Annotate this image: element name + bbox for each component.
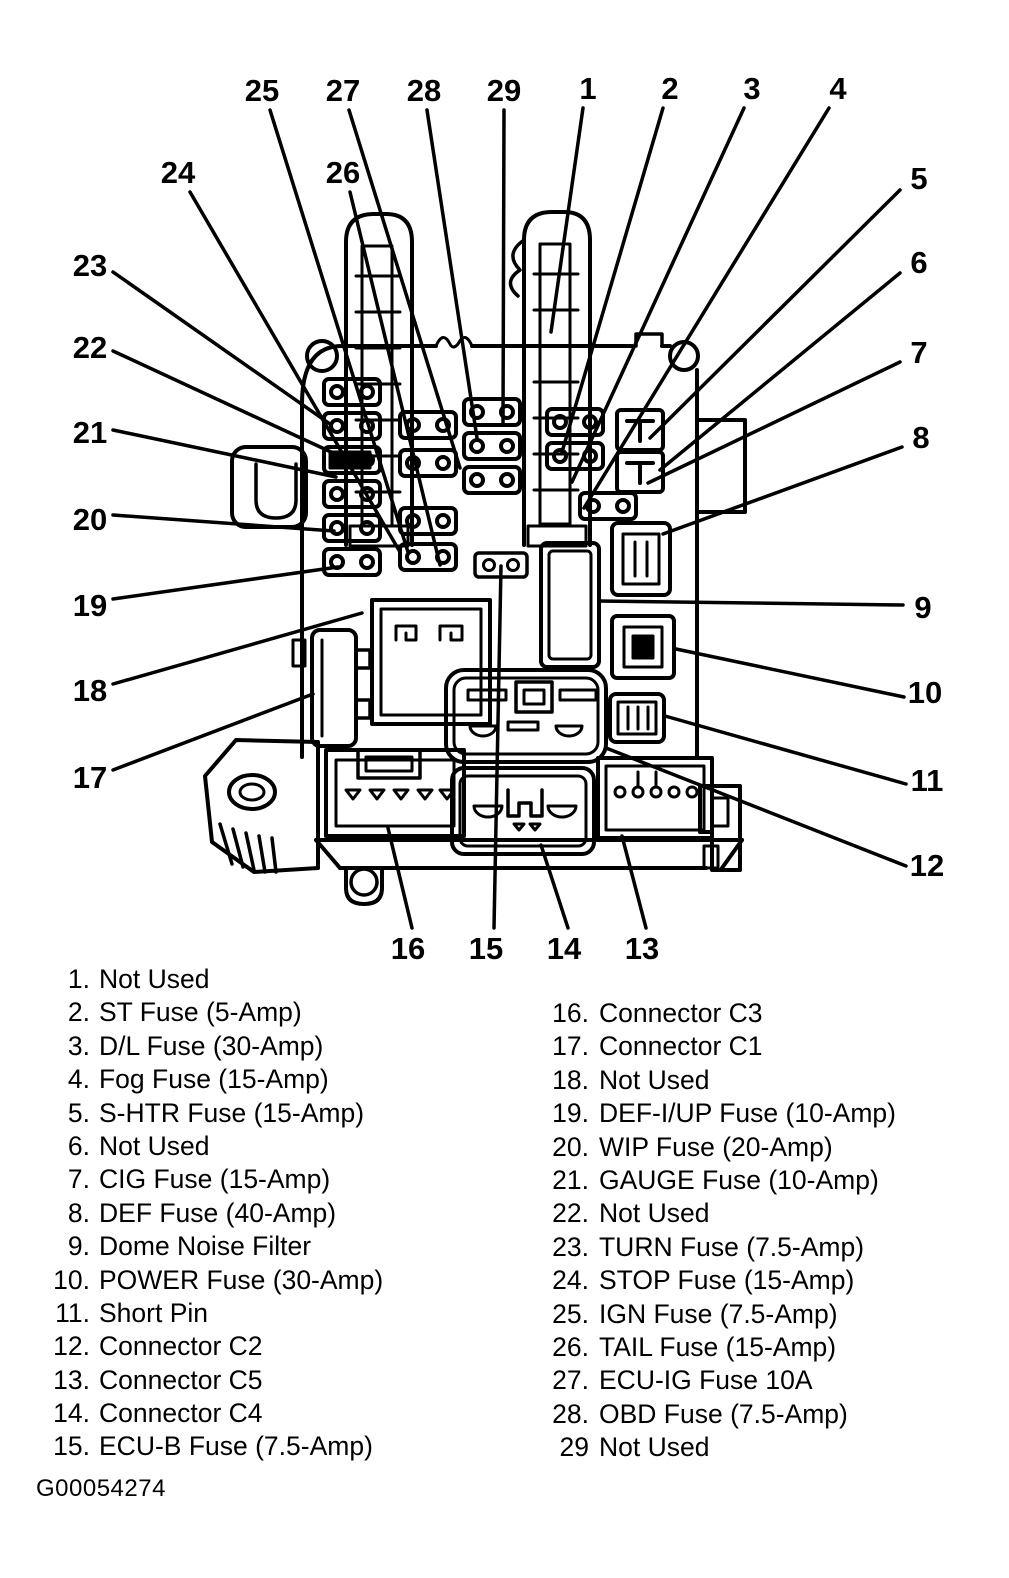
legend-item-label: Not Used (599, 1432, 710, 1463)
legend-item-label: CIG Fuse (15-Amp) (99, 1164, 331, 1195)
legend-item-label: Connector C1 (599, 1031, 763, 1062)
legend-item-number: 1. (67, 964, 90, 994)
legend-item-number: 23. (552, 1231, 589, 1262)
callout-28-label: 28 (406, 73, 442, 108)
callout-15-label: 15 (468, 931, 504, 960)
callout-9-label: 9 (914, 590, 932, 625)
callout-3-leader-line (572, 108, 744, 482)
callout-26-label: 26 (325, 155, 361, 190)
legend-item-label: D/L Fuse (30-Amp) (99, 1030, 324, 1061)
legend-item-number: 5. (67, 1097, 90, 1128)
callout-29-label: 29 (486, 73, 522, 108)
legend-item (543, 1131, 896, 1164)
legend-item (38, 1197, 383, 1230)
callout-3-label: 3 (743, 71, 761, 106)
callout-18-leader-line (113, 613, 362, 684)
legend-item-label: Not Used (599, 1064, 710, 1095)
legend-item-label: Not Used (99, 1130, 210, 1161)
callout-labels (73, 71, 944, 960)
legend-item (38, 1230, 383, 1263)
legend-item (543, 1064, 896, 1097)
fuse-box-illustration (205, 212, 745, 904)
callout-10-leader-line (676, 649, 904, 697)
callout-12-leader-line (606, 748, 906, 866)
figure-code: G00054274 (36, 1475, 166, 1502)
legend-item-number: 10. (53, 1264, 90, 1295)
callout-7-leader-line (648, 362, 900, 483)
legend-item-number: 6. (67, 1130, 90, 1161)
legend-item-number: 17. (552, 1031, 589, 1062)
callout-17-label: 17 (72, 760, 108, 795)
callout-8-label: 8 (912, 420, 930, 455)
callout-13-label: 13 (624, 931, 660, 960)
legend-item-number: 18. (552, 1064, 589, 1095)
legend-item-number: 15. (53, 1431, 90, 1462)
legend-item-number: 28. (552, 1398, 589, 1429)
legend-item-number: 26. (552, 1331, 589, 1362)
legend-item-label: TAIL Fuse (15-Amp) (599, 1331, 837, 1362)
callout-4-leader-line (584, 108, 829, 508)
legend-item-number: 13. (53, 1364, 90, 1395)
legend-item-number: 20. (552, 1131, 589, 1162)
legend-item-label: IGN Fuse (7.5-Amp) (599, 1298, 838, 1329)
legend-item-label: WIP Fuse (20-Amp) (599, 1131, 833, 1162)
callout-10-label: 10 (907, 675, 943, 710)
callout-9-leader-line (599, 601, 903, 605)
legend-item (543, 1097, 896, 1130)
callout-2-label: 2 (661, 71, 679, 106)
legend-item-number: 9. (67, 1231, 90, 1262)
legend-item-label: Connector C4 (99, 1398, 263, 1429)
legend-item-number: 21. (552, 1164, 589, 1195)
legend-item-label: Fog Fuse (15-Amp) (99, 1064, 329, 1095)
callout-19-leader-line (113, 567, 338, 599)
legend-item (543, 1298, 896, 1331)
legend-item (543, 1398, 896, 1431)
legend-item-number: 2. (67, 997, 90, 1028)
legend-item-number: 16. (552, 998, 589, 1028)
legend-item-label: Connector C5 (99, 1364, 263, 1395)
legend-item-label: OBD Fuse (7.5-Amp) (599, 1398, 848, 1429)
callout-14-leader-line (541, 845, 568, 928)
legend-item (38, 1430, 383, 1463)
legend-item-label: ECU-B Fuse (7.5-Amp) (99, 1431, 373, 1462)
legend-item (38, 1163, 383, 1196)
callout-27-label: 27 (325, 73, 361, 108)
callout-7-label: 7 (910, 335, 928, 370)
legend-item-label: DEF Fuse (40-Amp) (99, 1197, 337, 1228)
legend-item (38, 1330, 383, 1363)
legend-item (38, 996, 383, 1029)
legend-item-number: 27. (552, 1365, 589, 1396)
callout-22-label: 22 (72, 330, 108, 365)
legend-item-number: 22. (552, 1198, 589, 1229)
legend-item-label: STOP Fuse (15-Amp) (599, 1265, 855, 1296)
callout-23-label: 23 (72, 248, 108, 283)
legend-item-label: Not Used (99, 964, 210, 994)
legend-item-number: 14. (53, 1398, 90, 1429)
callout-25-label: 25 (244, 73, 280, 108)
callout-12-label: 12 (909, 848, 945, 883)
callout-4-label: 4 (829, 71, 847, 106)
legend-item-number: 29 (559, 1432, 589, 1463)
callout-18-label: 18 (72, 673, 108, 708)
legend-item-number: 7. (67, 1164, 90, 1195)
legend-item (543, 997, 896, 1030)
legend-item (38, 1397, 383, 1430)
legend-column-left (38, 963, 383, 1464)
legend-item (38, 1364, 383, 1397)
legend-item-label: ST Fuse (5-Amp) (99, 997, 302, 1028)
callout-15-leader-line (494, 566, 501, 928)
legend-item-label: Not Used (599, 1198, 710, 1229)
legend-item-number: 4. (67, 1064, 90, 1095)
callout-11-label: 11 (910, 763, 944, 798)
legend-item (543, 1231, 896, 1264)
legend-item (543, 1030, 896, 1063)
legend-item-label: Dome Noise Filter (99, 1231, 312, 1262)
legend-item (543, 1164, 896, 1197)
callout-1-label: 1 (579, 71, 597, 106)
legend-item-label: ECU-IG Fuse 10A (599, 1365, 813, 1396)
legend-item (38, 1030, 383, 1063)
legend-item-number: 12. (53, 1331, 90, 1362)
legend-item (38, 963, 383, 996)
legend-item (543, 1364, 896, 1397)
callout-11-leader-line (665, 716, 906, 784)
callout-1-leader-line (551, 108, 583, 332)
legend-item-label: Short Pin (99, 1297, 209, 1328)
callout-5-label: 5 (910, 161, 928, 196)
legend-item (543, 1331, 896, 1364)
callout-19-label: 19 (72, 588, 108, 623)
callout-29-leader-line (503, 110, 504, 425)
legend-item (38, 1264, 383, 1297)
legend-item (543, 1264, 896, 1297)
callout-13-leader-line (622, 836, 646, 928)
legend-item (38, 1130, 383, 1163)
legend-item-label: S-HTR Fuse (15-Amp) (99, 1097, 365, 1128)
callout-16-label: 16 (390, 931, 426, 960)
legend-item (543, 1431, 896, 1464)
legend-column-right (543, 997, 896, 1464)
legend-item-label: Connector C2 (99, 1331, 263, 1362)
legend-item (543, 1197, 896, 1230)
legend-item-label: POWER Fuse (30-Amp) (99, 1264, 384, 1295)
callout-16-leader-line (388, 828, 412, 928)
callout-17-leader-line (113, 694, 313, 770)
legend-item-number: 24. (552, 1265, 589, 1296)
callout-24-label: 24 (160, 155, 196, 190)
legend-item (38, 1063, 383, 1096)
legend-item (38, 1097, 383, 1130)
legend-item-number: 11. (55, 1297, 90, 1328)
callout-14-label: 14 (546, 931, 582, 960)
legend-item (38, 1297, 383, 1330)
legend-item-label: Connector C3 (599, 998, 763, 1028)
legend-item-label: GAUGE Fuse (10-Amp) (599, 1164, 879, 1195)
legend-item-label: DEF-I/UP Fuse (10-Amp) (599, 1098, 896, 1129)
callout-20-label: 20 (72, 502, 108, 537)
legend-item-number: 19. (552, 1098, 589, 1129)
legend-item-number: 3. (67, 1030, 90, 1061)
legend-item-number: 8. (67, 1197, 90, 1228)
legend-item-label: TURN Fuse (7.5-Amp) (599, 1231, 865, 1262)
callout-21-label: 21 (72, 415, 108, 450)
legend-item-number: 25. (552, 1298, 589, 1329)
callout-6-label: 6 (910, 245, 928, 280)
